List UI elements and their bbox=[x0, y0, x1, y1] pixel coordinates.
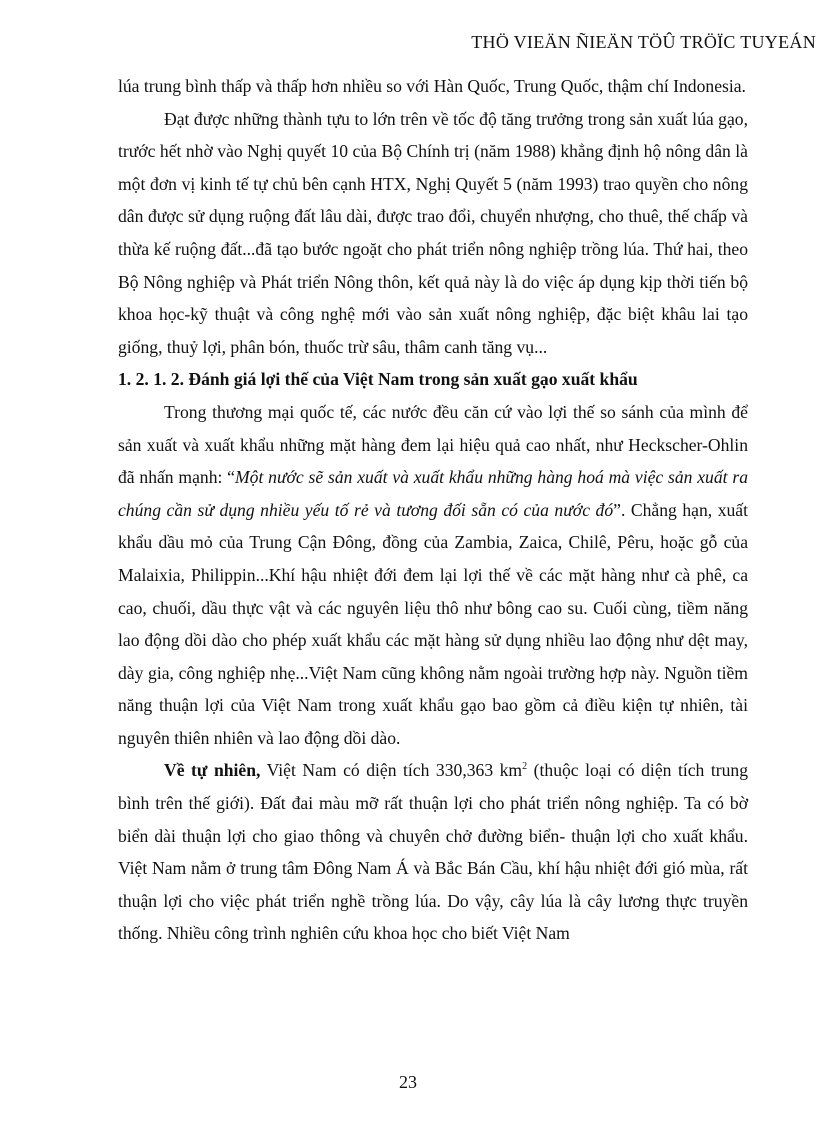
paragraph-comparative-advantage bbox=[118, 396, 748, 755]
paragraph-continuation: lúa trung bình thấp và thấp hơn nhiều so với Hàn Quốc, Trung Quốc, thậm chí Indonesia. bbox=[118, 76, 746, 96]
superscript-squared: 2 bbox=[522, 761, 528, 773]
natural-conditions-text-a: Việt Nam có diện tích 330,363 km bbox=[260, 760, 523, 781]
natural-conditions-lead: Về tự nhiên, bbox=[164, 760, 261, 781]
library-header: THÖ VIEÄN ÑIEÄN TÖÛ TRÖÏC TUYEÁN bbox=[471, 32, 816, 52]
paragraph-natural-conditions bbox=[118, 754, 748, 950]
document-body bbox=[118, 70, 748, 950]
page-number: 23 bbox=[399, 1072, 417, 1092]
natural-conditions-text-b: (thuộc loại có diện tích trung bình trên thế giới). Đất đai màu mỡ rất thuận lợi cho phát triển nông nghiệp. Ta có bờ biển dài thuận lợi cho giao thông và chuyên chở đường biển- thuận lợi cho xuất khẩu. Việt Nam nằm ở trung tâm Đông Nam Á và Bắc Bán Cầu, khí hậu nhiệt đới gió mùa, rất thuận lợi cho việc phát triển nghề trồng lúa. Do vậy, cây lúa là cây lương thực truyền thống. Nhiều công trình nghiên cứu khoa học cho biết Việt Nam bbox=[118, 760, 748, 944]
heckscher-ohlin-quote: Một nước sẽ sản xuất và xuất khẩu những hàng hoá mà việc sản xuất ra chúng cần sử dụng nhiều yếu tố rẻ và tương đối sẵn có của nước đó bbox=[118, 467, 748, 520]
paragraph-achievements: Đạt được những thành tựu to lớn trên về tốc độ tăng trưởng trong sản xuất lúa gạo, trước hết nhờ vào Nghị quyết 10 của Bộ Chính trị (năm 1988) khẳng định hộ nông dân là một đơn vị kinh tế tự chủ bên cạnh HTX, Nghị Quyết 5 (năm 1993) trao quyền cho nông dân được sử dụng ruộng đất lâu dài, được trao đổi, chuyển nhượng, cho thuê, thế chấp và thừa kế ruộng đất...đã tạo bước ngoặt cho phát triển nông nghiệp trồng lúa. Thứ hai, theo Bộ Nông nghiệp và Phát triển Nông thôn, kết quả này là do việc áp dụng kịp thời tiến bộ khoa học-kỹ thuật và công nghệ mới vào sản xuất nông nghiệp, đặc biệt khâu lai tạo giống, thuỷ lợi, phân bón, thuốc trừ sâu, thâm canh tăng vụ... bbox=[118, 108, 748, 357]
section-heading: 1. 2. 1. 2. Đánh giá lợi thế của Việt Nam trong sản xuất gạo xuất khẩu bbox=[118, 369, 638, 390]
paragraph-text-start: Trong thương mại quốc tế, các nước đều căn cứ vào lợi thế so sánh của mình để sản xuất và xuất khẩu những mặt hàng đem lại hiệu quả cao nhất, như Heckscher-Ohlin đã nhấn mạnh: “ bbox=[118, 401, 748, 488]
paragraph-text-end: ”. Chẳng hạn, xuất khẩu dầu mỏ của Trung Cận Đông, đồng của Zambia, Zaica, Chilê, Pêru, hoặc gỗ của Malaixia, Philippin...Khí hậu nhiệt đới đem lại lợi thế về các mặt hàng như cà phê, ca cao, chuối, dầu thực vật và các nguyên liệu thô như bông cao su. Cuối cùng, tiềm năng lao động dồi dào cho phép xuất khẩu các mặt hàng sử dụng nhiều lao động như dệt may, dày gia, công nghiệp nhẹ...Việt Nam cũng không nằm ngoài trường hợp này. Nguồn tiềm năng thuận lợi của Việt Nam trong xuất khẩu gạo bao gồm cả điều kiện tự nhiên, tài nguyên thiên nhiên và lao động dồi dào. bbox=[118, 499, 748, 748]
